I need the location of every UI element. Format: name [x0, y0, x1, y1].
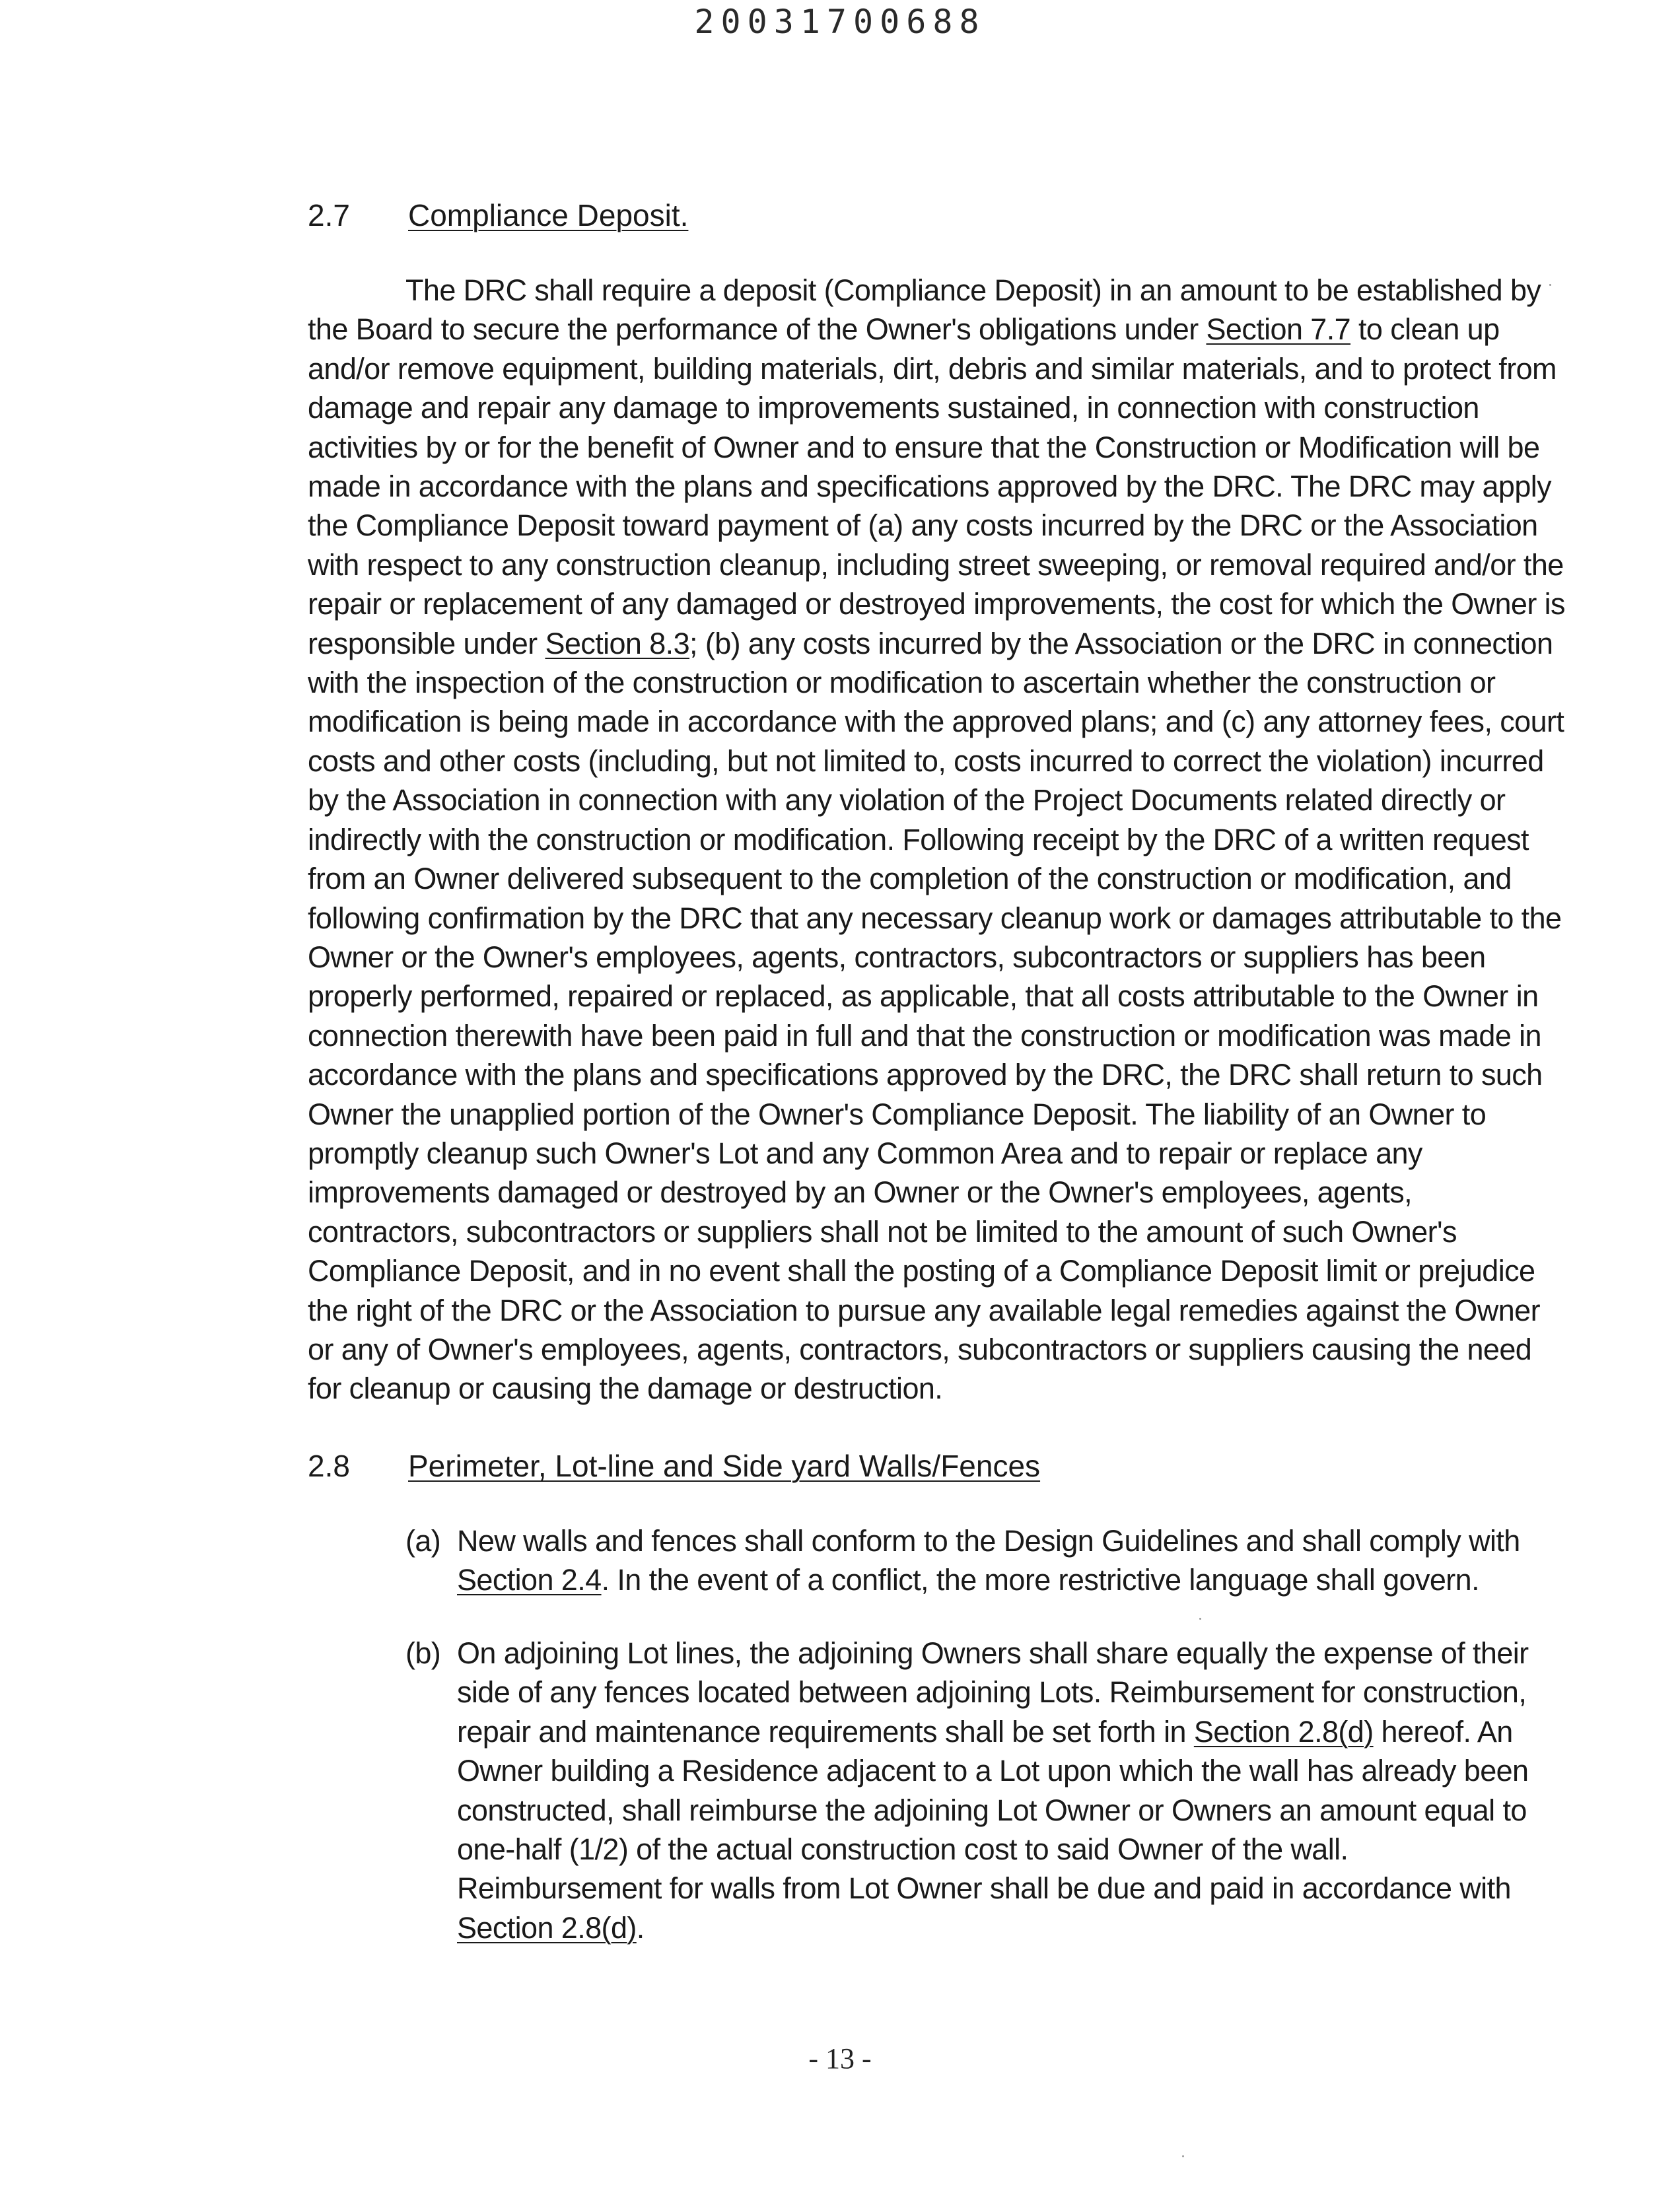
- paragraph-line: following confirmation by the DRC that any necessary cleanup work or damages attributable to the: [308, 901, 1562, 935]
- paragraph-line: Reimbursement for walls from Lot Owner shall be due and paid in accordance with: [457, 1871, 1511, 1906]
- section-reference-link: Section 2.8(d): [1193, 1714, 1374, 1749]
- paragraph-line: accordance with the plans and specifications approved by the DRC, the DRC shall return to such: [308, 1058, 1543, 1092]
- paragraph-line: damage and repair any damage to improvements sustained, in connection with construction: [308, 391, 1479, 425]
- paragraph-line: properly performed, repaired or replaced, as applicable, that all costs attributable to the Owner in: [308, 979, 1539, 1014]
- paragraph-line: connection therewith have been paid in full and that the construction or modification was made in: [308, 1018, 1541, 1053]
- paragraph-line: the Compliance Deposit toward payment of (a) any costs incurred by the DRC or the Association: [308, 508, 1538, 543]
- paragraph-line: indirectly with the construction or modification. Following receipt by the DRC of a written request: [308, 822, 1529, 856]
- page-number: - 13 -: [808, 2042, 872, 2075]
- paragraph-line: repair and maintenance requirements shall be set forth in Section 2.8(d) hereof. An: [457, 1714, 1513, 1749]
- paragraph-line: with respect to any construction cleanup, including street sweeping, or removal required and/or the: [308, 547, 1564, 582]
- section-reference-link: Section 2.4: [457, 1563, 602, 1597]
- paragraph-line: improvements damaged or destroyed by an Owner or the Owner's employees, agents,: [308, 1175, 1413, 1210]
- list-item-b: [405, 1634, 1541, 1951]
- scan-speck: [1182, 2155, 1184, 2157]
- paragraph-line: contractors, subcontractors or suppliers shall not be limited to the amount of such Owner's: [308, 1214, 1457, 1249]
- paragraph-line: made in accordance with the plans and specifications approved by the DRC. The DRC may apply: [308, 469, 1552, 504]
- paragraph-line: Section 2.4. In the event of a conflict, the more restrictive language shall govern.: [457, 1563, 1480, 1597]
- paragraph-line: Owner or the Owner's employees, agents, contractors, subcontractors or suppliers has been: [308, 940, 1486, 974]
- section-number: 2.8: [308, 1449, 350, 1483]
- paragraph-line: constructed, shall reimburse the adjoining Lot Owner or Owners an amount equal to: [457, 1793, 1527, 1827]
- paragraph-line: On adjoining Lot lines, the adjoining Owners shall share equally the expense of their: [457, 1636, 1529, 1670]
- paragraph-line: one-half (1/2) of the actual construction cost to said Owner of the wall.: [457, 1832, 1348, 1867]
- scan-speck: [1549, 284, 1551, 286]
- paragraph-line: Owner building a Residence adjacent to a Lot upon which the wall has already been: [457, 1754, 1529, 1788]
- scan-speck: [1199, 1618, 1201, 1620]
- section-title: Perimeter, Lot-line and Side yard Walls/Fences: [408, 1449, 1041, 1483]
- list-item-label: (a): [405, 1524, 441, 1558]
- paragraph-line: Section 2.8(d).: [457, 1910, 645, 1945]
- paragraph-line: for cleanup or causing the damage or destruction.: [308, 1371, 943, 1406]
- paragraph-line: the right of the DRC or the Association to pursue any available legal remedies against the Owner: [308, 1293, 1540, 1327]
- list-item-a: [405, 1521, 1541, 1601]
- compliance-deposit-paragraph: [308, 271, 1565, 1408]
- document-number: 20031700688: [694, 3, 986, 41]
- list-item-label: (b): [405, 1636, 441, 1670]
- section-number: 2.7: [308, 198, 350, 232]
- section-reference-link: Section 8.3: [545, 626, 690, 660]
- paragraph-line: promptly cleanup such Owner's Lot and any Common Area and to repair or replace any: [308, 1136, 1422, 1170]
- list-item-body: [457, 1521, 1540, 1600]
- paragraph-line: the Board to secure the performance of the Owner's obligations under Section 7.7 to clean up: [308, 312, 1500, 347]
- paragraph-line: by the Association in connection with any violation of the Project Documents related directly or: [308, 783, 1506, 817]
- section-2-8-heading: [308, 1446, 1166, 1486]
- paragraph-line: from an Owner delivered subsequent to the completion of the construction or modification, and: [308, 862, 1512, 896]
- list-item-body: [457, 1634, 1540, 1947]
- section-reference-link: Section 7.7: [1206, 312, 1351, 347]
- paragraph-line: costs and other costs (including, but not limited to, costs incurred to correct the violation) incurred: [308, 744, 1544, 778]
- section-title: Compliance Deposit.: [408, 198, 689, 232]
- paragraph-line: and/or remove equipment, building materials, dirt, debris and similar materials, and to protect from: [308, 351, 1557, 386]
- paragraph-line: Owner the unapplied portion of the Owner's Compliance Deposit. The liability of an Owner to: [308, 1097, 1487, 1131]
- paragraph-line: repair or replacement of any damaged or destroyed improvements, the cost for which the Owner is: [308, 587, 1565, 621]
- paragraph-line: The DRC shall require a deposit (Compliance Deposit) in an amount to be established by: [405, 273, 1541, 307]
- paragraph-line: activities by or for the benefit of Owner and to ensure that the Construction or Modification will be: [308, 430, 1540, 464]
- paragraph-line: responsible under Section 8.3; (b) any costs incurred by the Association or the DRC in connection: [308, 626, 1553, 660]
- paragraph-line: New walls and fences shall conform to the Design Guidelines and shall comply with: [457, 1524, 1520, 1558]
- paragraph-line: modification is being made in accordance with the approved plans; and (c) any attorney fees, court: [308, 705, 1564, 739]
- section-2-7-heading: [308, 195, 902, 235]
- paragraph-line: Compliance Deposit, and in no event shall the posting of a Compliance Deposit limit or prejudice: [308, 1254, 1535, 1288]
- paragraph-line: or any of Owner's employees, agents, contractors, subcontractors or suppliers causing the need: [308, 1332, 1532, 1366]
- paragraph-line: side of any fences located between adjoining Lots. Reimbursement for construction,: [457, 1675, 1527, 1710]
- paragraph-line: with the inspection of the construction or modification to ascertain whether the construction or: [308, 666, 1496, 700]
- section-reference-link: Section 2.8(d): [457, 1910, 637, 1945]
